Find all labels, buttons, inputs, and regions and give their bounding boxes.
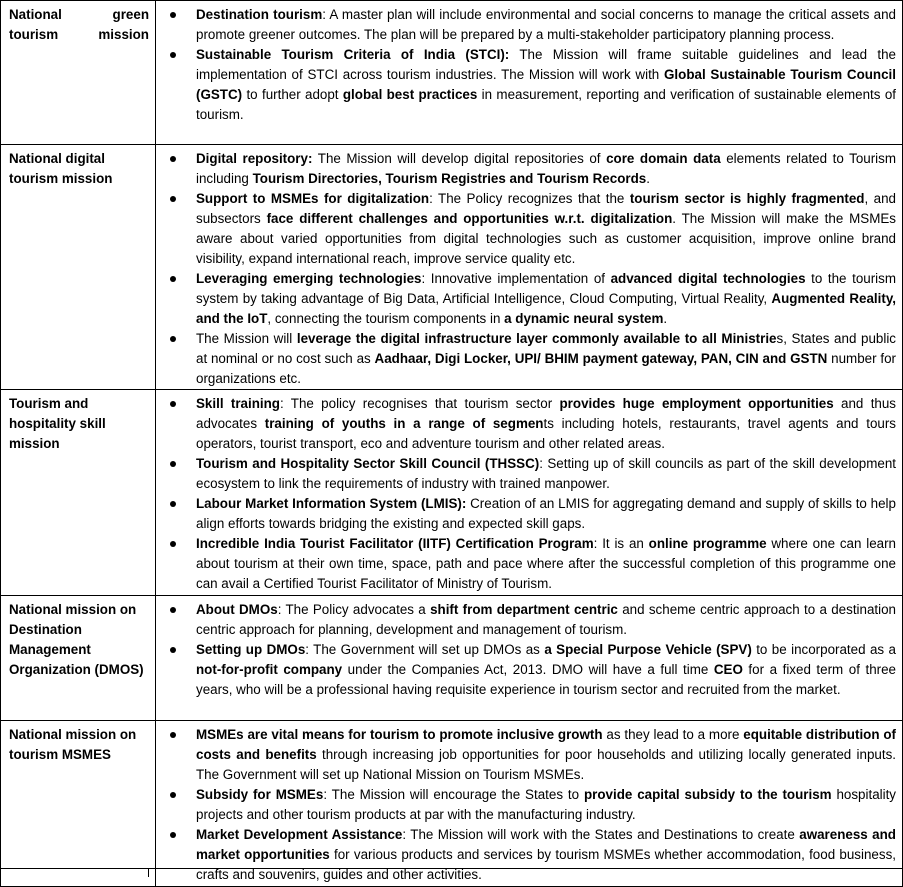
list-item-text: Market Development Assistance: The Mission will work with the States and Destinations to create awareness and market opportunities for various products and services by tourism MSMEs whether accommodation, food business, crafts and souvenirs, guides and other activities. (196, 827, 896, 882)
bold-term: global best practices (342, 87, 478, 102)
list-item (156, 640, 896, 700)
mission-name: National mission on tourism MSMES (9, 727, 137, 762)
mission-details-cell (156, 145, 903, 390)
mission-name-cell (1, 721, 156, 887)
list-item-text: Setting up DMOs: The Government will set up DMOs as a Special Purpose Vehicle (SPV) to be incorporated as a not-for-profit company under the Companies Act, 2013. DMO will have a full time CEO for a fixed term of three years, who will be a professional having requisite experience in tourism sector and recruited from the market. (196, 642, 896, 697)
list-item (156, 454, 896, 494)
bold-term: CEO (713, 662, 743, 677)
bullet-icon (170, 647, 176, 653)
bold-term: shift from department centric (430, 602, 618, 617)
list-item-text: Subsidy for MSMEs: The Mission will encourage the States to provide capital subsidy to the tourism hospitality projects and other tourism products at par with the manufacturing industry. (196, 787, 897, 822)
bold-term: training of youths in a range of segmen (264, 416, 544, 431)
table-row (1, 596, 903, 721)
bold-term: a Special Purpose Vehicle (SPV) (544, 642, 752, 657)
list-item (156, 825, 896, 885)
mission-details-cell (156, 390, 903, 596)
bold-term: Augmented Reality, and the IoT (196, 291, 896, 326)
list-item-text: Destination tourism: A master plan will include environmental and social concerns to manage the critical assets and promote greener outcomes. The plan will be prepared by a multi-stakeholder participatory planning process. (196, 7, 897, 42)
mission-name: Tourism and hospitality skill mission (9, 396, 106, 451)
bullet-icon (170, 401, 176, 407)
list-item-text: The Mission will leverage the digital infrastructure layer commonly available to all Ministries, States and public at nominal or no cost such as Aadhaar, Digi Locker, UPI/ BHIM payment gateway, PAN, CIN and GSTN number for organizations etc. (196, 331, 896, 386)
mission-details-cell (156, 1, 903, 145)
list-item-text: Sustainable Tourism Criteria of India (STCI): The Mission will frame suitable guidelines and lead the implementation of STCI across tourism industries. The Mission will work with Global Sustainable Tourism Council (GSTC) to further adopt global best practices in measurement, reporting and verification of sustainable elements of tourism. (196, 47, 896, 122)
bullet-list (156, 600, 896, 700)
list-item-text: About DMOs: The Policy advocates a shift from department centric and scheme centric approach to a destination centric approach for planning, development and management of tourism. (196, 602, 897, 637)
list-item-text: Leveraging emerging technologies: Innovative implementation of advanced digital technologies to the tourism system by taking advantage of Big Data, Artificial Intelligence, Cloud Computing, Virtual Reality, Augmented Reality, and the IoT, connecting the tourism components in a dynamic neural system. (196, 271, 896, 326)
bold-term: Tourism and Hospitality Sector Skill Council (THSSC) (196, 456, 540, 471)
table-row (1, 721, 903, 887)
bold-term: Skill training (196, 396, 280, 411)
mission-name-cell (1, 1, 156, 145)
list-item (156, 189, 896, 269)
bold-term: equitable distribution of costs and benefits (196, 727, 897, 762)
bullet-icon (170, 607, 176, 613)
bold-term: Support to MSMEs for digitalization (196, 191, 430, 206)
table-row (1, 145, 903, 390)
bold-term: face different challenges and opportunities w.r.t. digitalization (266, 211, 673, 226)
mission-details-cell (156, 596, 903, 721)
table-row (1, 390, 903, 596)
list-item-text: MSMEs are vital means for tourism to promote inclusive growth as they lead to a more equitable distribution of costs and benefits through increasing job opportunities for poor households and utilizing locally generated inputs. The Government will set up National Mission on Tourism MSMEs. (196, 727, 897, 782)
bullet-icon (170, 276, 176, 282)
bold-term: Leveraging emerging technologies (196, 271, 422, 286)
bullet-icon (170, 732, 176, 738)
bold-term: provide capital subsidy to the tourism (583, 787, 832, 802)
list-item (156, 394, 896, 454)
bullet-icon (170, 832, 176, 838)
mission-name: National mission on Destination Management Organization (DMOS) (9, 602, 144, 677)
bullet-list (156, 149, 896, 389)
bullet-icon (170, 461, 176, 467)
list-item (156, 534, 896, 594)
bold-term: awareness and market opportunities (196, 827, 896, 862)
table-row (1, 1, 903, 145)
bullet-list (156, 394, 896, 594)
bold-term: Sustainable Tourism Criteria of India (STCI): (196, 47, 510, 62)
list-item (156, 269, 896, 329)
mission-name-cell (1, 390, 156, 596)
bold-term: Global Sustainable Tourism Council (GSTC) (196, 67, 896, 102)
list-item-text: Incredible India Tourist Facilitator (IITF) Certification Program: It is an online programme where one can learn about tourism at their own time, space, path and pace where after the successful completion of this programme one can avail a Certified Tourist Facilitator of Ministry of Tourism. (196, 536, 897, 591)
mission-name-cell (1, 596, 156, 721)
bullet-icon (170, 541, 176, 547)
mission-name-cell (1, 145, 156, 390)
bullet-icon (170, 196, 176, 202)
bold-term: advanced digital technologies (610, 271, 806, 286)
list-item-text: Labour Market Information System (LMIS): Creation of an LMIS for aggregating demand and supply of skills to help align efforts towards bridging the existing and expected skill gaps. (196, 496, 896, 531)
list-item (156, 5, 896, 45)
bold-term: Destination tourism (196, 7, 323, 22)
bold-term: Incredible India Tourist Facilitator (IITF) Certification Program (196, 536, 594, 551)
bold-term: core domain data (606, 151, 721, 166)
bold-term: Subsidy for MSMEs (196, 787, 324, 802)
list-item-text: Skill training: The policy recognises that tourism sector provides huge employment opportunities and thus advocates training of youths in a range of segments including hotels, restaurants, travel agents and tours operators, tourist transport, eco and adventure tourism and other related areas. (196, 396, 897, 451)
list-item (156, 725, 896, 785)
bold-term: Aadhaar, Digi Locker, UPI/ BHIM payment gateway, PAN, CIN and GSTN (374, 351, 828, 366)
bold-term: not-for-profit company (196, 662, 343, 677)
bullet-list (156, 5, 896, 125)
bullet-icon (170, 156, 176, 162)
bold-term: tourism sector is highly fragmented (629, 191, 865, 206)
next-row-edge (0, 868, 903, 876)
mission-name: National green tourism mission (9, 7, 149, 42)
list-item (156, 149, 896, 189)
list-item (156, 494, 896, 534)
bold-term: Tourism Directories, Tourism Registries and Tourism Records (252, 171, 647, 186)
bold-term: MSMEs are vital means for tourism to promote inclusive growth (196, 727, 603, 742)
bullet-icon (170, 12, 176, 18)
bold-term: Digital repository: (196, 151, 313, 166)
mission-name: National digital tourism mission (9, 151, 113, 186)
bullet-icon (170, 501, 176, 507)
bullet-icon (170, 52, 176, 58)
bold-term: Setting up DMOs (196, 642, 306, 657)
bold-term: Labour Market Information System (LMIS): (196, 496, 467, 511)
bold-term: online programme (648, 536, 767, 551)
bold-term: provides huge employment opportunities (559, 396, 834, 411)
bullet-icon (170, 336, 176, 342)
bullet-icon (170, 792, 176, 798)
bold-term: a dynamic neural system (504, 311, 664, 326)
bold-term: About DMOs (196, 602, 278, 617)
bullet-list (156, 725, 896, 885)
list-item (156, 329, 896, 389)
bold-term: Market Development Assistance (196, 827, 403, 842)
list-item-text: Support to MSMEs for digitalization: The Policy recognizes that the tourism sector is highly fragmented, and subsectors face different challenges and opportunities w.r.t. digitalization. The Mission will make the MSMEs aware about varied opportunities from digital technologies such as customer acquisition, improve online brand visibility, expand international reach, improve service quality etc. (196, 191, 896, 266)
list-item (156, 600, 896, 640)
bold-term: leverage the digital infrastructure layer commonly available to all Ministrie (296, 331, 777, 346)
list-item-text: Tourism and Hospitality Sector Skill Council (THSSC): Setting up of skill councils as part of the skill development ecosystem to link the requirements of industry with trained manpower. (196, 456, 896, 491)
list-item (156, 785, 896, 825)
mission-details-cell (156, 721, 903, 887)
list-item-text: Digital repository: The Mission will develop digital repositories of core domain data elements related to Tourism including Tourism Directories, Tourism Registries and Tourism Records. (196, 151, 897, 186)
list-item (156, 45, 896, 125)
